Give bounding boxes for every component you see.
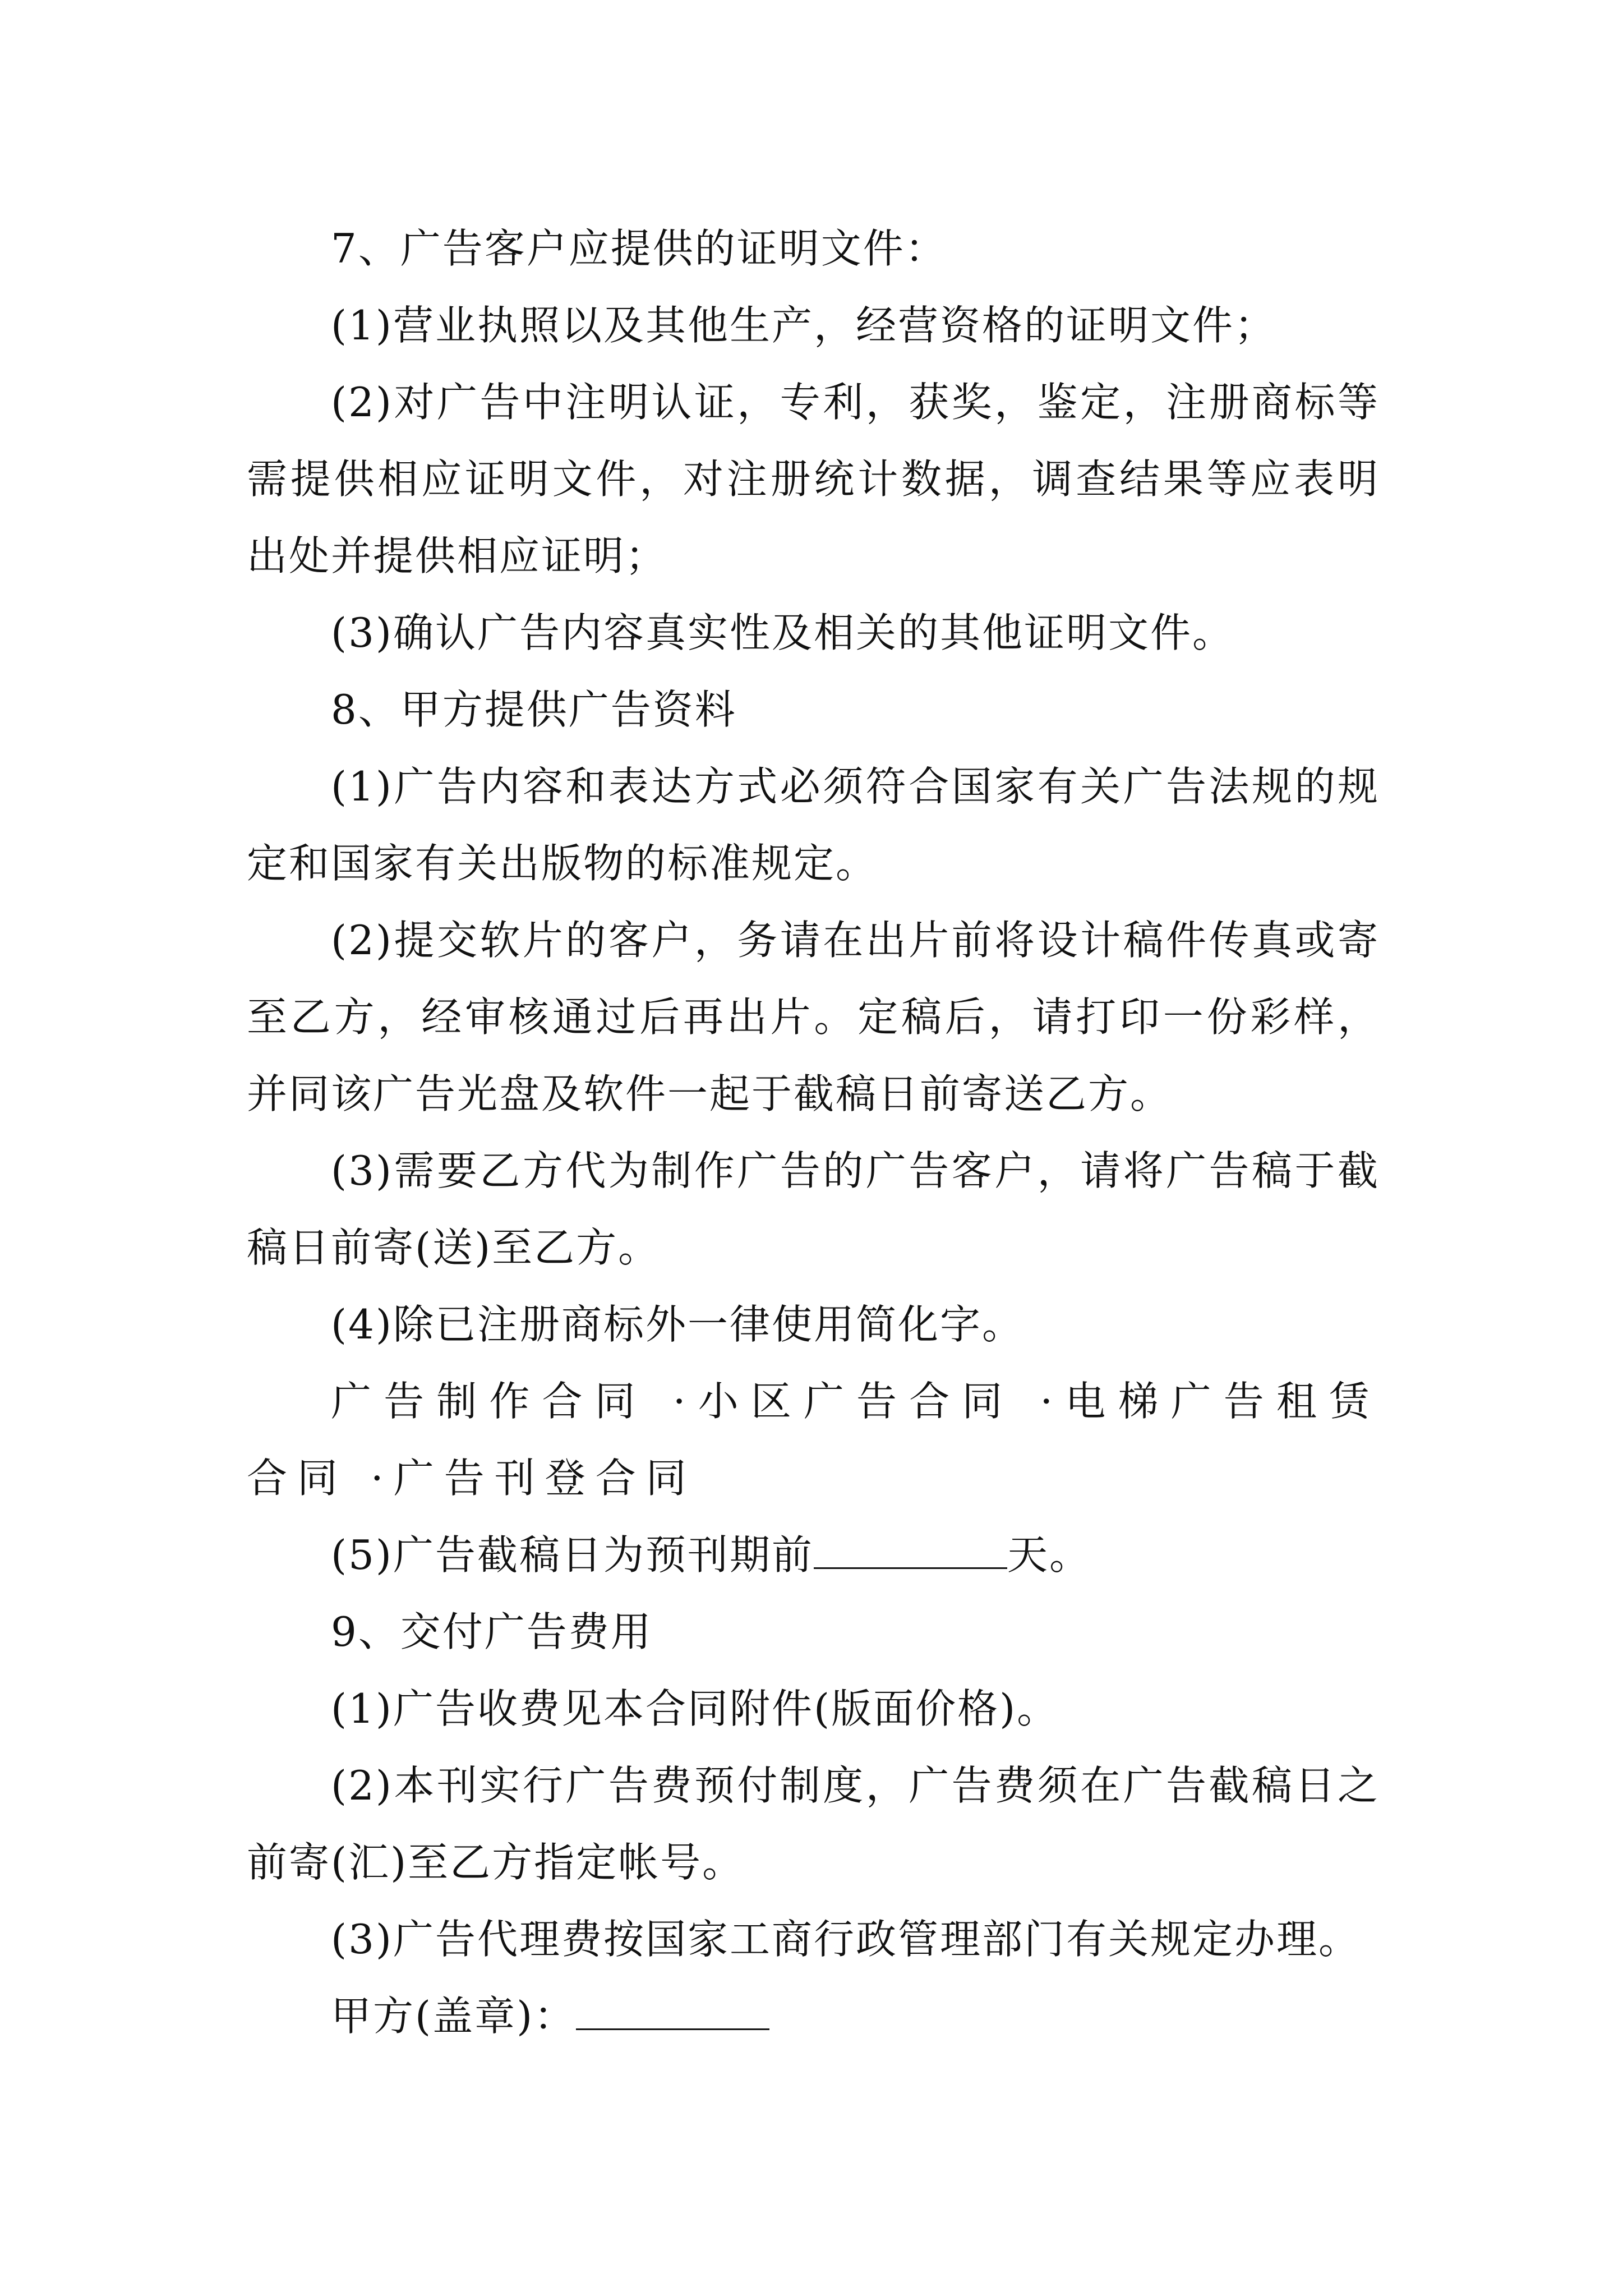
related-links[interactable]: 广告制作合同 ·小区广告合同 ·电梯广告租赁合同 ·广告刊登合同: [247, 1378, 1380, 1502]
section-8-item-2: (2)提交软片的客户，务请在出片前将设计稿件传真或寄至乙方，经审核通过后再出片。定稿后，请打印一份彩样，并同该广告光盘及软件一起于截稿日前寄送乙方。: [247, 917, 1380, 1117]
section-9-item-3: (3)广告代理费按国家工商行政管理部门有关规定办理。: [331, 1916, 1361, 1963]
party-a-signature-line: [247, 1978, 1380, 2055]
section-9-item-2: (2)本刊实行广告费预付制度，广告费须在广告截稿日之前寄(汇)至乙方指定帐号。: [247, 1762, 1380, 1886]
section-8-item-1: (1)广告内容和表达方式必须符合国家有关广告法规的规定和国家有关出版物的标准规定。: [247, 763, 1380, 887]
section-8-item-4: (4)除已注册商标外一律使用简化字。: [331, 1301, 1024, 1348]
section-8-title: 8、甲方提供广告资料: [331, 686, 737, 733]
section-8-item-5: [247, 1517, 1380, 1594]
section-8-item-3: (3)需要乙方代为制作广告的广告客户，请将广告稿于截稿日前寄(送)至乙方。: [247, 1147, 1380, 1271]
deadline-days-blank: [814, 1534, 1007, 1569]
section-9-item-1: (1)广告收费见本合同附件(版面价格)。: [331, 1685, 1059, 1732]
section-7-item-1: (1)营业执照以及其他生产，经营资格的证明文件；: [331, 302, 1276, 349]
document-body: [247, 210, 1380, 2055]
party-a-label: 甲方(盖章)：: [331, 1993, 577, 2040]
section-7-title: 7、广告客户应提供的证明文件：: [331, 225, 947, 272]
section-8-item-5-prefix: (5)广告截稿日为预刊期前: [331, 1531, 814, 1579]
section-8-item-5-suffix: 天。: [1007, 1531, 1092, 1579]
party-a-seal-blank: [576, 1995, 769, 2030]
section-7-item-3: (3)确认广告内容真实性及相关的其他证明文件。: [331, 609, 1234, 656]
section-7-item-2: (2)对广告中注明认证，专利，获奖，鉴定，注册商标等需提供相应证明文件，对注册统计数据，调查结果等应表明出处并提供相应证明；: [247, 379, 1380, 579]
section-9-title: 9、交付广告费用: [331, 1608, 653, 1655]
